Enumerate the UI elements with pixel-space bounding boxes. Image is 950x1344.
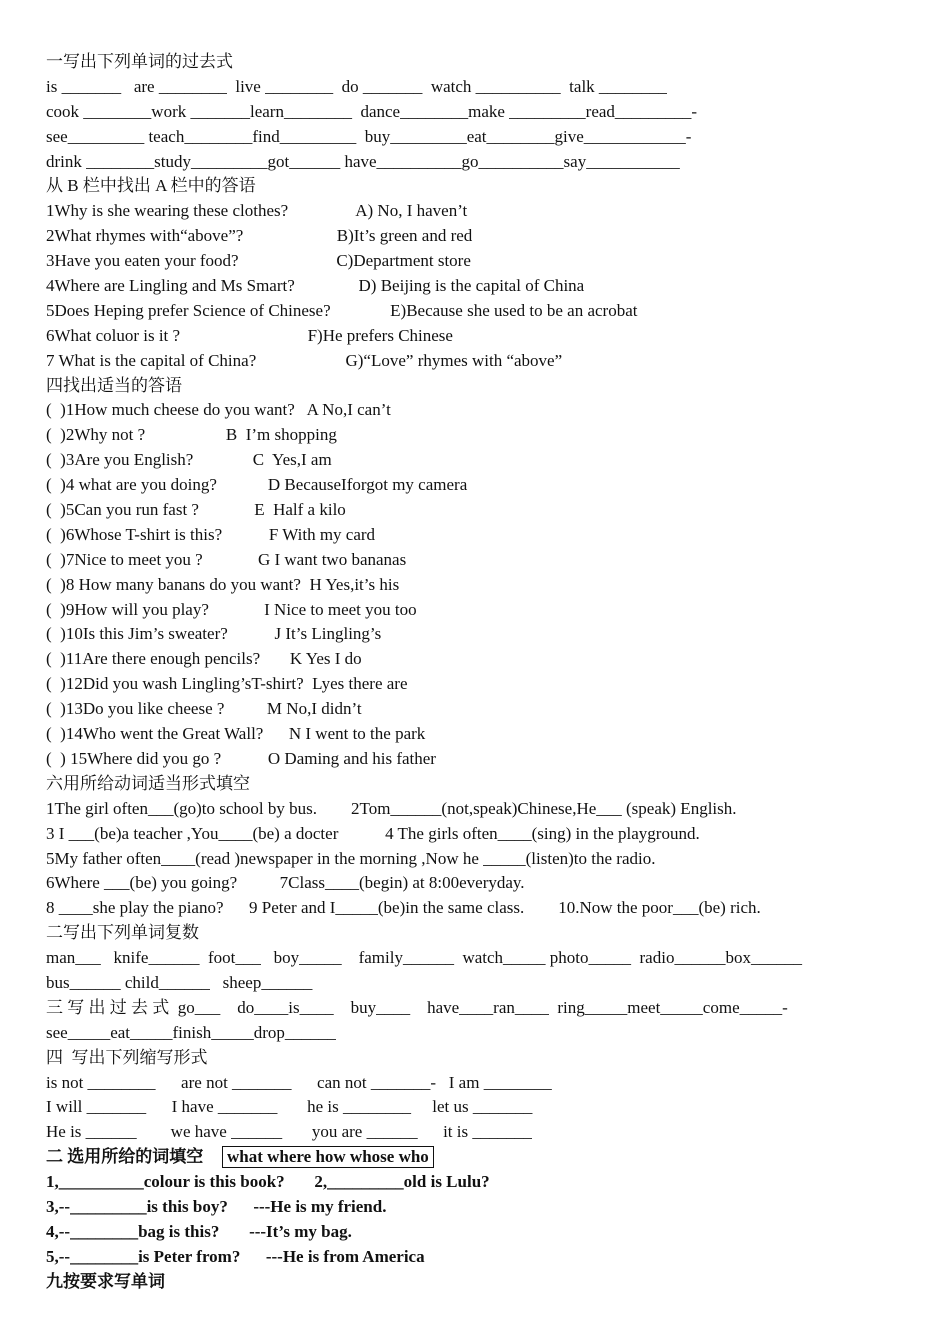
word-bank-box: what where how whose who [222,1146,434,1168]
text-line [46,50,916,75]
text-line [46,1270,916,1295]
line-text: 九按要求写单词 [46,1271,165,1291]
line-text: 1Why is she wearing these clothes? A) No, I haven’t [46,201,468,221]
line-text: 三 写 出 过 去 式 go___ do____is____ buy____ have____ran____ ring_____meet_____come_____- [46,997,788,1017]
line-text: ( )10Is this Jim’s sweater? J It’s Lingling’s [46,624,382,644]
line-text: 1The girl often___(go)to school by bus. 2Tom______(not,speak)Chinese,He___ (speak) English. [46,798,737,818]
line-text: 六用所给动词适当形式填空 [46,773,250,793]
line-text: ( )7Nice to meet you ? G I want two bananas [46,549,407,569]
line-text: ( )2Why not ? B I’m shopping [46,425,337,445]
text-line [46,374,916,399]
line-text: cook ________work _______learn________ dance________make _________read_________- [46,101,698,121]
line-text: 5Does Heping prefer Science of Chinese? E)Because she used to be an acrobat [46,300,638,320]
text-line [46,647,916,672]
text-line [46,349,916,374]
text-line [46,1145,916,1170]
text-line [46,1120,916,1145]
line-text: 从 B 栏中找出 A 栏中的答语 [46,176,256,196]
text-line [46,598,916,623]
line-text: 6What coluor is it ? F)He prefers Chinese [46,325,453,345]
text-line [46,398,916,423]
line-text: 一写出下列单词的过去式 [46,52,233,71]
text-line [46,797,916,822]
line-text: I will _______ I have _______ he is ________ let us _______ [46,1097,533,1117]
line-text: see_____eat_____finish_____drop______ [46,1022,336,1042]
line-text: drink ________study_________got______ have__________go__________say___________ [46,151,680,171]
text-line [46,847,916,872]
line-text: ( )1How much cheese do you want? A No,I can’t [46,400,391,420]
text-line [46,772,916,797]
line-text: ( )13Do you like cheese ? M No,I didn’t [46,699,362,719]
line-text: man___ knife______ foot___ boy_____ family______ watch_____ photo_____ radio______box______ [46,948,802,968]
line-text: 四找出适当的答语 [46,375,182,395]
text-line [46,1021,916,1046]
text-line [46,125,916,150]
line-text: 3 I ___(be)a teacher ,You____(be) a docter 4 The girls often____(sing) in the playground. [46,823,700,843]
line-text: ( )8 How many banans do you want? H Yes,it’s his [46,574,400,594]
text-line [46,921,916,946]
text-line [46,274,916,299]
line-text: 8 ____she play the piano? 9 Peter and I_____(be)in the same class. 10.Now the poor___(be) rich. [46,898,761,918]
line-text: ( )6Whose T-shirt is this? F With my card [46,524,376,544]
line-text: ( )12Did you wash Lingling’sT-shirt? Lyes there are [46,674,408,694]
line-text: 4,--________bag is this? ---It’s my bag. [46,1221,352,1241]
text-line [46,249,916,274]
line-text: 3Have you eaten your food? C)Department store [46,251,471,271]
text-line [46,324,916,349]
line-text: ( )5Can you run fast ? E Half a kilo [46,500,346,520]
line-text: see_________ teach________find_________ buy_________eat________give____________- [46,126,692,146]
line-text: 4Where are Lingling and Ms Smart? D) Beijing is the capital of China [46,276,585,296]
text-line [46,971,916,996]
line-text: 二 选用所给的词填空 [46,1147,216,1167]
line-text: 6Where ___(be) you going? 7Class____(begin) at 8:00everyday. [46,873,525,893]
line-text: 7 What is the capital of China? G)“Love” rhymes with “above” [46,350,563,370]
text-line [46,1071,916,1096]
text-line [46,946,916,971]
line-text: 二写出下列单词复数 [46,923,199,943]
text-line [46,722,916,747]
worksheet-page [46,50,916,1295]
line-text: 5My father often____(read )newspaper in the morning ,Now he _____(listen)to the radio. [46,848,656,868]
text-line [46,498,916,523]
text-line [46,1220,916,1245]
line-text: 1,__________colour is this book? 2,_________old is Lulu? [46,1172,490,1192]
text-line [46,299,916,324]
text-line [46,75,916,100]
line-text: He is ______ we have ______ you are ______ it is _______ [46,1122,532,1142]
text-line [46,622,916,647]
text-line [46,896,916,921]
line-text: is _______ are ________ live ________ do _______ watch __________ talk ________ [46,76,667,96]
text-line [46,822,916,847]
line-text: ( )4 what are you doing? D BecauseIforgot my camera [46,475,468,495]
text-line [46,174,916,199]
line-text: 5,--________is Peter from? ---He is from America [46,1246,425,1266]
text-line [46,548,916,573]
text-line [46,672,916,697]
text-line [46,1245,916,1270]
text-line [46,100,916,125]
line-text: ( )11Are there enough pencils? K Yes I do [46,649,362,669]
text-line [46,1195,916,1220]
text-line [46,523,916,548]
text-line [46,423,916,448]
text-line [46,697,916,722]
text-line [46,871,916,896]
line-text: 2What rhymes with“above”? B)It’s green and red [46,226,473,246]
line-text: is not ________ are not _______ can not _______- I am ________ [46,1072,552,1092]
text-line [46,448,916,473]
text-line [46,1170,916,1195]
text-line [46,473,916,498]
text-line [46,199,916,224]
text-line [46,1095,916,1120]
line-text: ( )9How will you play? I Nice to meet you too [46,599,417,619]
line-text: ( ) 15Where did you go ? O Daming and his father [46,748,436,768]
text-line [46,573,916,598]
line-text: ( )3Are you English? C Yes,I am [46,450,332,470]
text-line [46,224,916,249]
line-text: 四 写出下列缩写形式 [46,1047,208,1067]
text-line [46,747,916,772]
text-line [46,996,916,1021]
text-line [46,1046,916,1071]
line-text: ( )14Who went the Great Wall? N I went to the park [46,724,426,744]
line-text: 3,--_________is this boy? ---He is my friend. [46,1196,387,1216]
line-text: bus______ child______ sheep______ [46,972,313,992]
text-line [46,150,916,175]
